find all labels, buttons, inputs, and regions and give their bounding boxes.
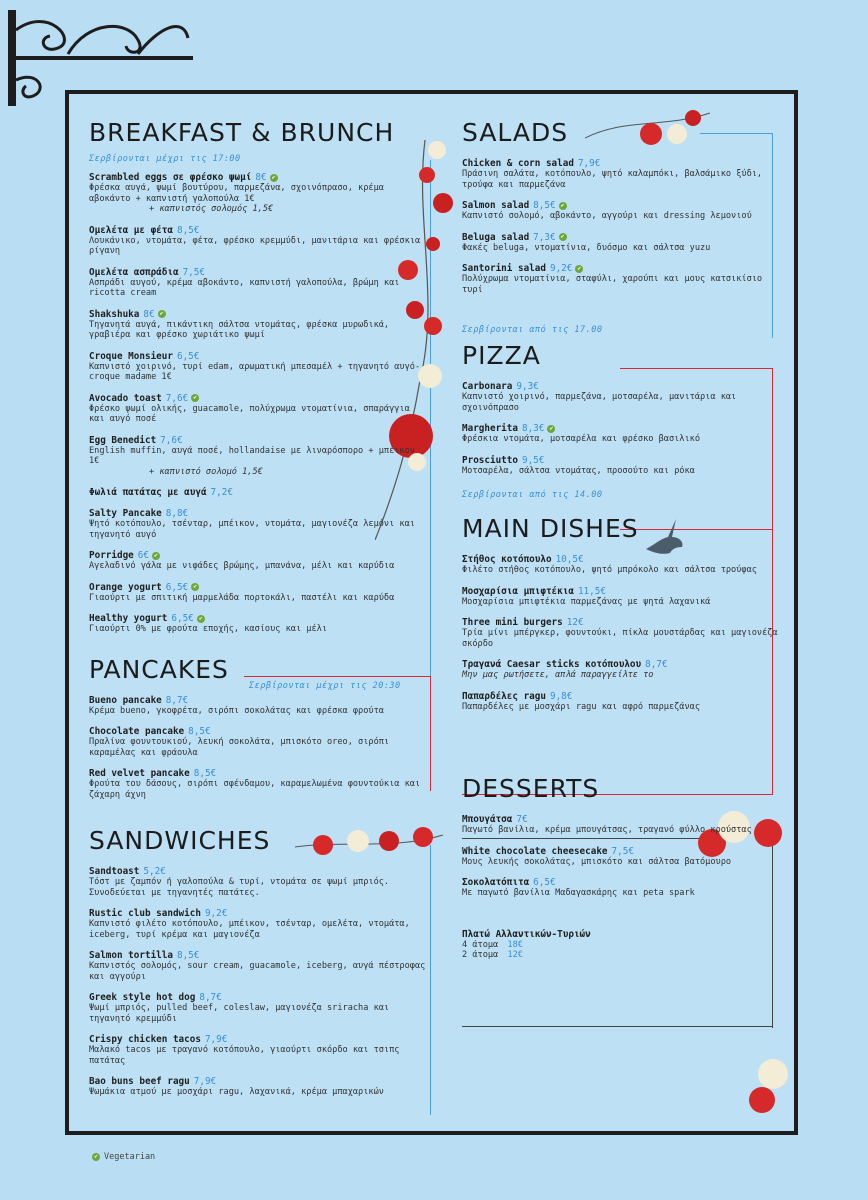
item-price: 9,2€ <box>204 908 228 919</box>
item-price: 9,2€ <box>549 263 573 274</box>
item-price: 8,7€ <box>645 659 668 670</box>
menu-item <box>89 1076 429 1098</box>
left-column <box>89 118 429 1098</box>
menu-item <box>89 866 429 898</box>
pizza-note: Σερβίρονται από τις 17.00 <box>462 325 603 335</box>
item-name: Three mini burgers 12€ <box>462 617 584 628</box>
item-name: Ομελέτα ασπράδια 7,5€ <box>89 266 205 278</box>
item-name: Avocado toast 7,6€ ✔ <box>89 393 429 404</box>
menu-item <box>89 550 429 572</box>
pancakes-title: PANCAKES <box>89 654 229 684</box>
menu-item <box>462 659 782 681</box>
item-description: Μαλακό tacos με τραγανό κοτόπουλο, γιαούρτι σκόρδο και τσιπς πατάτας <box>89 1045 400 1066</box>
pizza-title: PIZZA <box>462 341 541 370</box>
item-name: Τραγανά Caesar sticks κοτόπουλου 8,7€ <box>462 659 668 670</box>
item-name: Shakshuka 8€ ✔ <box>89 309 429 320</box>
menu-item <box>89 908 429 940</box>
leaf-icon: ✔ <box>92 1153 100 1161</box>
menu-item <box>89 351 429 383</box>
item-name: Rustic club sandwich 9,2€ <box>89 908 228 919</box>
item-name: Scrambled eggs σε φρέσκο ψωμί 8€ ✔ <box>89 172 429 183</box>
item-description: Μους λευκής σοκολάτας, μπισκότο και σάλτσα βατόμουρο <box>462 856 732 867</box>
leaf-icon: ✔ <box>152 552 160 560</box>
item-name: Greek style hot dog 8,7€ <box>89 992 222 1003</box>
item-description: Τόστ με ζαμπόν ή γαλοπούλα & τυρί, ντομάτα σε ψωμί μπριός. Συνοδεύεται με τηγανητές πατάτες. <box>89 877 390 898</box>
item-description: Τηγανητά αυγά, πικάντικη σάλτσα ντομάτας, φρέσκα μυρωδικά, γραβιέρα και φρέσκο χωριάτικο ψωμί <box>89 319 390 340</box>
item-name: Μπουγάτσα 7€ <box>462 814 528 825</box>
item-description: Μην μας ρωτήσετε, απλά παραγγείλτε το <box>462 670 654 680</box>
main-title: MAIN DISHES <box>462 514 639 543</box>
item-name: Santorini salad 9,2€ ✔ <box>462 263 782 274</box>
leaf-icon: ✔ <box>197 615 205 623</box>
sandwiches-section <box>89 826 429 1098</box>
leaf-icon: ✔ <box>559 233 567 241</box>
item-price: 10,5€ <box>555 554 584 565</box>
item-name: Egg Benedict 7,6€ <box>89 434 183 446</box>
item-description: Καπνιστός σολομός, sour cream, guacamole, iceberg, αυγά πέστροφας και αγγούρι <box>89 961 426 982</box>
divider-line <box>462 1026 773 1027</box>
item-name: Prosciutto 9,5€ <box>462 454 545 466</box>
item-price: 12€ <box>566 617 584 628</box>
item-price: 8,5€ <box>533 200 556 211</box>
pancakes-section <box>89 655 429 801</box>
rose-decoration <box>740 1050 800 1120</box>
platter <box>462 929 782 961</box>
item-description: Φιλέτο στήθος κοτόπουλο, ψητό μπρόκολο και σάλτσα τρούφας <box>462 565 757 575</box>
menu-item <box>89 992 429 1024</box>
item-description: Φρέσκο ψωμί ολικής, guacamole, πολύχρωμα ντοματίνια, σπαράγγια και αυγό ποσέ <box>89 403 410 424</box>
leaf-icon: ✔ <box>559 202 567 210</box>
item-description: Πράσινη σαλάτα, κοτόπουλο, ψητό καλαμπόκι, βαλσάμικο ξύδι, τρούφα και παρμεζάνα <box>462 169 763 190</box>
menu-item <box>462 232 782 254</box>
menu-item <box>89 435 429 478</box>
menu-item <box>89 695 429 717</box>
pizza-list <box>462 381 782 476</box>
item-extra: + καπνιστό σολομό 1,5€ <box>149 466 263 477</box>
item-description: Τρία μίνι μπέργκερ, φουντούκι, πίκλα μουστάρδας και μαγιονέζα σκόρδο <box>462 628 778 649</box>
menu-item <box>462 586 782 608</box>
item-price: 7€ <box>516 814 528 825</box>
item-price: 9,5€ <box>521 454 545 466</box>
item-name: Porridge 6€ ✔ <box>89 550 429 561</box>
menu-item <box>462 158 782 190</box>
leaf-icon: ✔ <box>191 394 199 402</box>
main-list <box>462 554 782 712</box>
item-name: Orange yogurt 6,5€ ✔ <box>89 582 429 593</box>
menu-item <box>89 172 429 215</box>
menu-item <box>462 814 782 836</box>
item-description: Πολύχρωμα ντοματίνια, σταφύλι, χαρούπι και μους κατσικίσιο τυρί <box>462 274 763 295</box>
item-price: 6€ <box>137 550 149 561</box>
item-description: Λουκάνικο, ντομάτα, φέτα, φρέσκο κρεμμύδι, μανιτάρια και φρέσκια ρίγανη <box>89 235 421 256</box>
menu-item <box>462 263 782 295</box>
menu-item <box>462 381 782 413</box>
item-name: White chocolate cheesecake 7,5€ <box>462 845 634 857</box>
menu-item <box>89 1034 429 1066</box>
item-description: Κρέμα bueno, γκοφρέτα, σιρόπι σοκολάτας και φρέσκα φρούτα <box>89 705 384 716</box>
item-price: 7,9€ <box>204 1034 228 1045</box>
item-description: Πραλίνα φουντουκιού, λευκή σοκολάτα, μπισκότο oreo, σιρόπι καραμέλας και φράουλα <box>89 737 390 758</box>
item-description: Γιαούρτι 0% με φρούτα εποχής, κασίους και μέλι <box>89 624 327 634</box>
menu-item <box>89 508 429 540</box>
divider-line <box>430 845 431 1115</box>
main-note: Σερβίρονται από τις 14.00 <box>462 490 603 500</box>
menu-item <box>89 487 429 498</box>
leaf-icon: ✔ <box>575 265 583 273</box>
leaf-icon: ✔ <box>158 310 166 318</box>
item-price: 9,3€ <box>516 381 539 392</box>
item-price: 6,5€ <box>171 613 194 624</box>
menu-item <box>462 423 782 445</box>
right-column <box>462 118 782 961</box>
item-name: Healthy yogurt 6,5€ ✔ <box>89 613 429 624</box>
item-name: Bueno pancake 8,7€ <box>89 694 189 706</box>
item-price: 8,5€ <box>193 768 217 779</box>
item-price: 7,2€ <box>210 487 233 498</box>
item-name: Σοκολατόπιτα 6,5€ <box>462 877 556 888</box>
item-description: Φακές beluga, ντοματίνια, δυόσμο και σάλτσα yuzu <box>462 242 711 253</box>
item-price: 8,5€ <box>176 950 200 961</box>
item-price: 8,3€ <box>521 423 545 434</box>
item-name: Μοσχαρίσια μπιφτέκια 11,5€ <box>462 585 606 597</box>
item-name: Φωλιά πατάτας με αυγά 7,2€ <box>89 487 233 498</box>
item-price: 8,5€ <box>188 726 211 737</box>
item-name: Στήθος κοτόπουλο 10,5€ <box>462 554 584 565</box>
item-price: 5,2€ <box>143 866 166 877</box>
desserts-list <box>462 814 782 899</box>
item-description: Παγωτό βανίλια, κρέμα μπουγάτσας, τραγανό φύλλο κρούστας <box>462 825 752 835</box>
sandwiches-list <box>89 866 429 1098</box>
item-price: 7,5€ <box>182 266 205 278</box>
menu-item <box>462 455 782 477</box>
leaf-icon: ✔ <box>547 425 555 433</box>
item-name: Chocolate pancake 8,5€ <box>89 726 211 737</box>
platter-row: 2 άτομα 12€ <box>462 950 523 960</box>
item-description: English muffin, αυγά ποσέ, hollandaise με λιναρόσπορο + μπέικον 1€ <box>89 445 415 466</box>
item-price: 8,8€ <box>165 508 189 519</box>
item-description: Ασπράδι αυγού, κρέμα αβοκάντο, καπνιστή γαλοπούλα, βρώμη και ricotta cream <box>89 277 400 298</box>
item-description: Παπαρδέλες με μοσχάρι ragu και αφρό παρμεζάνας <box>462 701 700 712</box>
menu-item <box>89 613 429 635</box>
menu-item <box>89 225 429 257</box>
item-price: 7,6€ <box>160 434 183 446</box>
item-price: 7,3€ <box>533 231 556 243</box>
item-description: Με παγωτό βανίλια Μαδαγασκάρης και peta spark <box>462 888 695 898</box>
platter-name: Πλατώ Αλλαντικών-Τυριών <box>462 928 591 940</box>
item-name: Carbonara 9,3€ <box>462 381 539 392</box>
sandwiches-title: SANDWICHES <box>89 826 271 855</box>
menu-item <box>89 393 429 425</box>
menu-item <box>89 267 429 299</box>
item-name: Salmon tortilla 8,5€ <box>89 950 200 961</box>
item-name: Sandtoast 5,2€ <box>89 866 166 877</box>
menu-item <box>89 309 429 341</box>
item-price: 9,8€ <box>549 690 573 702</box>
item-price: 7,5€ <box>611 845 634 857</box>
pancakes-note: Σερβίρονται μέχρι τις 20:30 <box>249 680 401 691</box>
menu-item <box>89 582 429 604</box>
item-price: 8,7€ <box>199 992 222 1003</box>
menu-item <box>462 200 782 222</box>
item-name: Croque Monsieur 6,5€ <box>89 350 200 362</box>
platter-row: 4 άτομα 18€ <box>462 939 523 950</box>
item-description: Ψωμάκια ατμού με μοσχάρι ragu, λαχανικά, κρέμα μπαχαρικών <box>89 1087 384 1097</box>
item-price: 6,5€ <box>176 350 200 362</box>
divider-line <box>430 676 431 791</box>
item-description: Φρέσκα αυγά, ψωμί βουτύρου, παρμεζάνα, σχοινόπρασο, κρέμα αβοκάντο + καπνιστή γαλοπούλα 1€ <box>89 183 384 204</box>
item-name: Salty Pancake 8,8€ <box>89 508 189 519</box>
item-price: 8,5€ <box>176 224 200 236</box>
vegetarian-legend: ✔ Vegetarian <box>92 1152 155 1162</box>
item-name: Crispy chicken tacos 7,9€ <box>89 1034 228 1045</box>
item-description: Γιαούρτι με σπιτική μαρμελάδα πορτοκάλι, παστέλι και καρύδα <box>89 592 395 603</box>
item-price: 7,9€ <box>577 158 601 169</box>
menu-item <box>89 726 429 758</box>
menu-item <box>89 768 429 800</box>
item-description: Φρούτα του δάσους, σιρόπι σφένδαμου, καραμελωμένα φουντούκια και ζάχαρη άχνη <box>89 779 421 800</box>
desserts-title: DESSERTS <box>462 774 600 803</box>
menu-item <box>462 617 782 649</box>
item-description: Καπνιστό φιλέτο κοτόπουλο, μπέικον, τσένταρ, ομελέτα, ντομάτα, iceberg, τυρί κρέμα και μαγιονέζα <box>89 919 410 940</box>
menu-item <box>462 846 782 868</box>
item-description: Καπνιστό χοιρινό, τυρί edam, αρωματική μπεσαμέλ + τηγανητό αυγό-croque madame 1€ <box>89 361 421 382</box>
pancakes-list <box>89 695 429 801</box>
item-name: Παπαρδέλες ragu 9,8€ <box>462 690 573 702</box>
menu-item <box>462 554 782 576</box>
breakfast-list <box>89 172 429 635</box>
menu-item <box>89 950 429 982</box>
item-price: 8€ <box>143 308 155 320</box>
item-price: 6,5€ <box>165 581 189 593</box>
salads-list <box>462 158 782 295</box>
leaf-icon: ✔ <box>270 174 278 182</box>
item-name: Beluga salad 7,3€ ✔ <box>462 232 782 243</box>
item-name: Salmon salad 8,5€ ✔ <box>462 200 782 211</box>
menu-item <box>462 877 782 899</box>
item-price: 11,5€ <box>577 585 606 597</box>
item-description: Μοσχαρίσια μπιφτέκια παρμεζάνας με ψητά λαχανικά <box>462 596 711 607</box>
item-description: Ψωμί μπριός, pulled beef, coleslaw, μαγιονέζα sriracha και τηγανητό κρεμμύδι <box>89 1003 390 1024</box>
item-extra: + καπνιστός σολομός 1,5€ <box>149 204 274 214</box>
breakfast-title: BREAKFAST & BRUNCH <box>89 118 395 147</box>
item-price: 7,6€ <box>165 392 189 404</box>
item-name: Margherita 8,3€ ✔ <box>462 423 782 434</box>
menu-item <box>462 691 782 713</box>
item-description: Καπνιστό σολομό, αβοκάντο, αγγούρι και dressing λεμονιού <box>462 211 752 221</box>
item-price: 8,7€ <box>165 694 189 706</box>
item-description: Μοτσαρέλα, σάλτσα ντομάτας, προσούτο και ρόκα <box>462 465 695 476</box>
item-name: Bao buns beef ragu 7,9€ <box>89 1076 217 1087</box>
item-price: 6,5€ <box>533 877 556 888</box>
item-description: Καπνιστό χοιρινό, παρμεζάνα, μοτσαρέλα, μανιτάρια και σχοινόπρασο <box>462 392 737 413</box>
item-name: Chicken & corn salad 7,9€ <box>462 158 601 169</box>
item-price: 7,9€ <box>193 1076 217 1087</box>
item-description: Αγελαδινό γάλα με νιφάδες βρώμης, μπανάνα, μέλι και καρύδια <box>89 561 395 571</box>
breakfast-note: Σερβίρονται μέχρι τις 17:00 <box>89 154 241 164</box>
item-price: 8€ <box>255 172 267 183</box>
item-name: Red velvet pancake 8,5€ <box>89 768 217 779</box>
salads-title: SALADS <box>462 118 569 147</box>
item-description: Φρέσκια ντομάτα, μοτσαρέλα και φρέσκο βασιλικό <box>462 434 700 444</box>
item-name: Ομελέτα με φέτα 8,5€ <box>89 224 200 236</box>
leaf-icon: ✔ <box>191 583 199 591</box>
item-description: Ψητό κοτόπουλο, τσένταρ, μπέικον, ντομάτα, μαγιονέζα λεμόνι και τηγανητό αυγό <box>89 519 415 540</box>
